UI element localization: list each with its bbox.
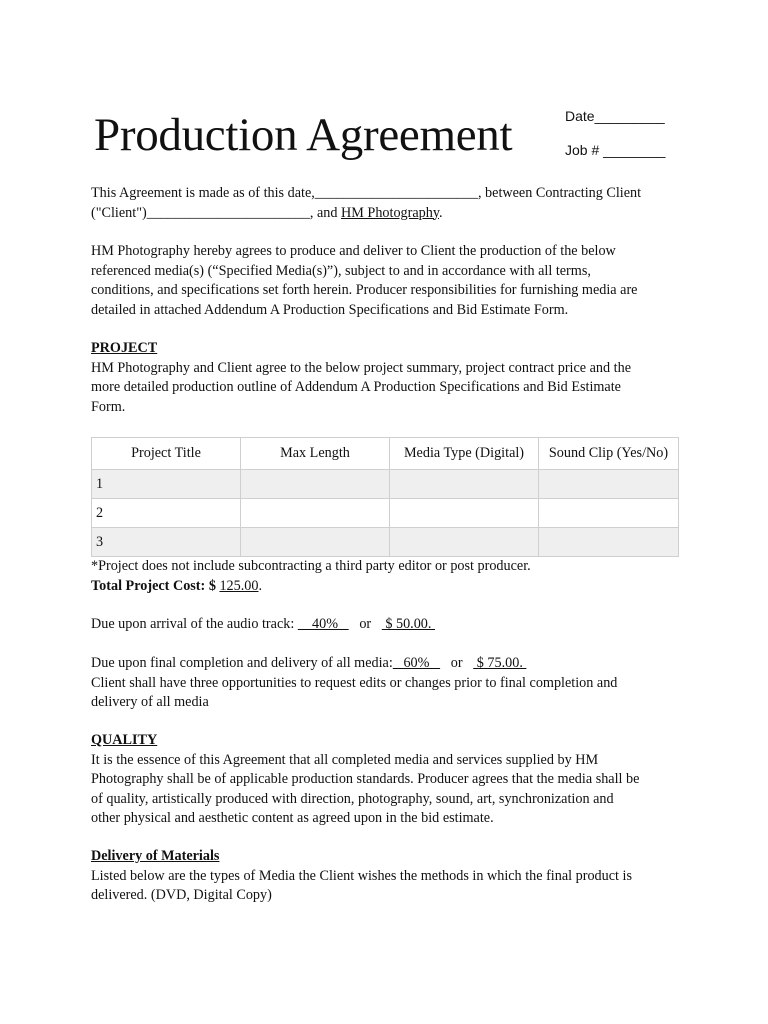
intro-line-2: ("Client")_______________________, and HM Photography. xyxy=(91,204,443,221)
project-line: HM Photography and Client agree to the below project summary, project contract price and the xyxy=(91,359,632,376)
project-table xyxy=(91,437,679,557)
table-cell[interactable] xyxy=(390,528,539,557)
purpose-line: conditions, and specifications set forth herein. Producer responsibilities for furnishing media are xyxy=(91,282,638,298)
delivery-line: Listed below are the types of Media the Client wishes the methods in which the final product is xyxy=(91,867,632,884)
table-cell[interactable] xyxy=(539,470,679,499)
arrival-percent: 40% xyxy=(297,616,349,632)
table-row xyxy=(92,470,679,499)
intro-paragraph xyxy=(91,184,681,223)
quality-heading: QUALITY xyxy=(91,732,158,748)
company-name: HM Photography xyxy=(341,204,440,221)
table-row xyxy=(92,528,679,557)
total-cost-line: Total Project Cost: $ 125.00. xyxy=(91,577,263,594)
table-cell[interactable] xyxy=(241,499,390,528)
purpose-line: detailed in attached Addendum A Production Specifications and Bid Estimate Form. xyxy=(91,301,569,318)
table-header-row xyxy=(92,438,679,470)
table-cell[interactable] xyxy=(390,499,539,528)
final-payment-section xyxy=(91,654,681,713)
project-line: more detailed production outline of Addendum A Production Specifications and Bid Estimate xyxy=(91,379,621,395)
table-cell[interactable] xyxy=(539,499,679,528)
table-cell[interactable]: 2 xyxy=(92,499,241,528)
total-cost-value: 125.00 xyxy=(219,577,259,594)
project-heading: PROJECT xyxy=(91,340,158,356)
client-name-blank[interactable]: _______________________ xyxy=(146,204,310,221)
final-payment-line: Due upon final completion and delivery of all media: 60% or $ 75.00. xyxy=(91,655,527,671)
column-header-sound-clip: Sound Clip (Yes/No) xyxy=(539,438,679,470)
edits-line: Client shall have three opportunities to request edits or changes prior to final completion and xyxy=(91,674,618,691)
cost-section xyxy=(91,557,681,596)
table-cell[interactable] xyxy=(390,470,539,499)
table-cell[interactable] xyxy=(241,470,390,499)
table-cell[interactable] xyxy=(539,528,679,557)
project-line: Form. xyxy=(91,398,126,415)
quality-line: Photography shall be of applicable production standards. Producer agrees that the media shall be xyxy=(91,771,640,787)
column-header-media-type: Media Type (Digital) xyxy=(390,438,539,470)
arrival-payment-line: Due upon arrival of the audio track: 40% or $ 50.00. xyxy=(91,616,435,632)
quality-line: of quality, artistically produced with direction, photography, sound, art, synchronization and xyxy=(91,790,614,807)
delivery-section xyxy=(91,847,681,906)
project-note: *Project does not include subcontracting a third party editor or post producer. xyxy=(91,558,531,574)
agreement-date-blank[interactable]: _______________________ xyxy=(314,185,478,201)
table-cell[interactable] xyxy=(241,528,390,557)
table-cell[interactable]: 1 xyxy=(92,470,241,499)
purpose-line: HM Photography hereby agrees to produce and deliver to Client the production of the below xyxy=(91,243,616,259)
intro-line-1: This Agreement is made as of this date,_______________________, between Contracting Client xyxy=(91,185,642,201)
quality-line: other physical and aesthetic content as agreed upon in the bid estimate. xyxy=(91,810,494,826)
quality-section xyxy=(91,731,681,829)
delivery-heading: Delivery of Materials xyxy=(91,848,220,864)
date-field[interactable]: Date_________ xyxy=(565,108,665,124)
document-title: Production Agreement xyxy=(94,109,513,161)
project-section xyxy=(91,339,681,417)
arrival-amount: $ 50.00. xyxy=(381,616,435,632)
table-row xyxy=(92,499,679,528)
quality-line: It is the essence of this Agreement that all completed media and services supplied by HM xyxy=(91,751,599,768)
delivery-line: delivered. (DVD, Digital Copy) xyxy=(91,887,272,903)
column-header-project-title: Project Title xyxy=(92,438,241,470)
job-number-field[interactable]: Job # ________ xyxy=(565,142,666,158)
final-amount: $ 75.00. xyxy=(473,655,527,671)
final-percent: 60% xyxy=(392,655,441,671)
edits-line: delivery of all media xyxy=(91,694,209,710)
purpose-paragraph xyxy=(91,242,681,320)
purpose-line: referenced media(s) (“Specified Media(s)”), subject to and in accordance with all terms, xyxy=(91,262,591,279)
table-cell[interactable]: 3 xyxy=(92,528,241,557)
column-header-max-length: Max Length xyxy=(241,438,390,470)
